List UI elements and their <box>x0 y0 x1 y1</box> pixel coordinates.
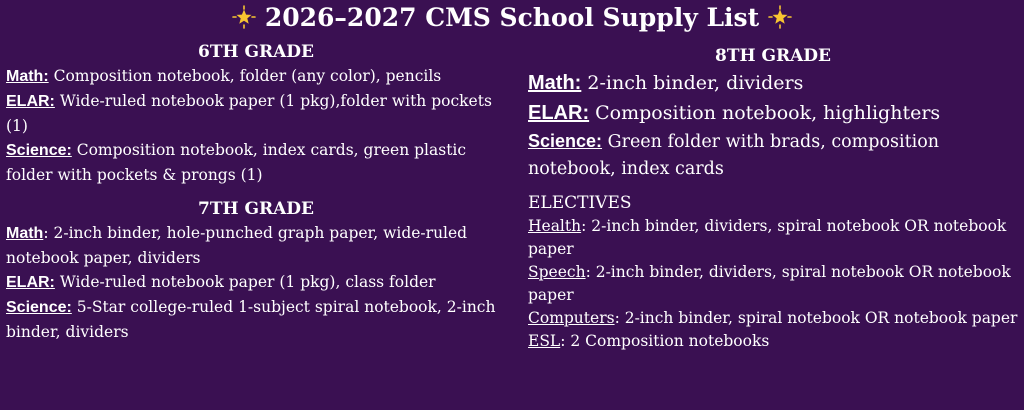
star-icon <box>232 5 256 29</box>
subject-label: Math <box>6 225 44 242</box>
supply-text: Composition notebook, highlighters <box>589 102 941 124</box>
subject-label: Science: <box>6 299 72 316</box>
supply-text: : 2-inch binder, hole-punched graph paper, wide-ruled notebook paper, dividers <box>6 224 468 267</box>
grade-6-section <box>6 40 506 187</box>
supply-text: Wide-ruled notebook paper (1 pkg),folder with pockets (1) <box>6 92 492 135</box>
subject-label: Math: <box>6 68 49 85</box>
supply-text: 2-inch binder, dividers <box>581 72 804 94</box>
page-title <box>0 2 1024 34</box>
elective-speech <box>528 261 1018 307</box>
elective-label: ESL <box>528 332 561 350</box>
grade-6-elar <box>6 89 506 138</box>
grade-7-elar <box>6 270 506 295</box>
elective-label: Health <box>528 217 582 235</box>
grade-7-math <box>6 221 506 270</box>
supply-text: Green folder with brads, composition notebook, index cards <box>528 132 940 179</box>
left-column <box>6 40 506 344</box>
grade-8-science <box>528 128 1018 183</box>
supply-text: 5-Star college-ruled 1-subject spiral notebook, 2-inch binder, dividers <box>6 298 496 341</box>
elective-health <box>528 215 1018 261</box>
elective-computers <box>528 307 1018 330</box>
grade-6-science <box>6 138 506 187</box>
grade-7-section <box>6 197 506 344</box>
grade-8-heading: 8TH GRADE <box>715 46 831 66</box>
grade-8-math <box>528 68 1018 98</box>
grade-6-heading: 6TH GRADE <box>198 42 314 62</box>
subject-label: Science: <box>528 131 603 151</box>
elective-esl <box>528 330 1018 353</box>
grade-6-math <box>6 64 506 89</box>
grade-7-heading: 7TH GRADE <box>198 199 314 219</box>
subject-label: Science: <box>6 142 72 159</box>
grade-8-elar <box>528 98 1018 128</box>
supply-text: : 2-inch binder, dividers, spiral notebook OR notebook paper <box>528 263 1011 304</box>
right-column <box>528 44 1018 353</box>
supply-text: Wide-ruled notebook paper (1 pkg), class folder <box>54 273 436 291</box>
subject-label: ELAR: <box>528 102 590 124</box>
elective-label: Speech <box>528 263 586 281</box>
grade-8-section <box>528 44 1018 183</box>
electives-heading: ELECTIVES <box>528 193 632 213</box>
subject-label: Math: <box>528 72 582 94</box>
supply-text: : 2 Composition notebooks <box>560 332 770 350</box>
grade-7-science <box>6 295 506 344</box>
supply-text: Composition notebook, folder (any color), pencils <box>48 67 442 85</box>
star-icon <box>768 5 792 29</box>
subject-label: ELAR: <box>6 93 55 110</box>
elective-label: Computers <box>528 309 615 327</box>
supply-text: : 2-inch binder, spiral notebook OR notebook paper <box>614 309 1018 327</box>
supply-text: Composition notebook, index cards, green plastic folder with pockets & prongs (1) <box>6 141 467 184</box>
subject-label: ELAR: <box>6 274 55 291</box>
title-text: 2026–2027 CMS School Supply List <box>264 3 760 32</box>
electives-section <box>528 191 1018 353</box>
supply-text: : 2-inch binder, dividers, spiral notebook OR notebook paper <box>528 217 1007 258</box>
